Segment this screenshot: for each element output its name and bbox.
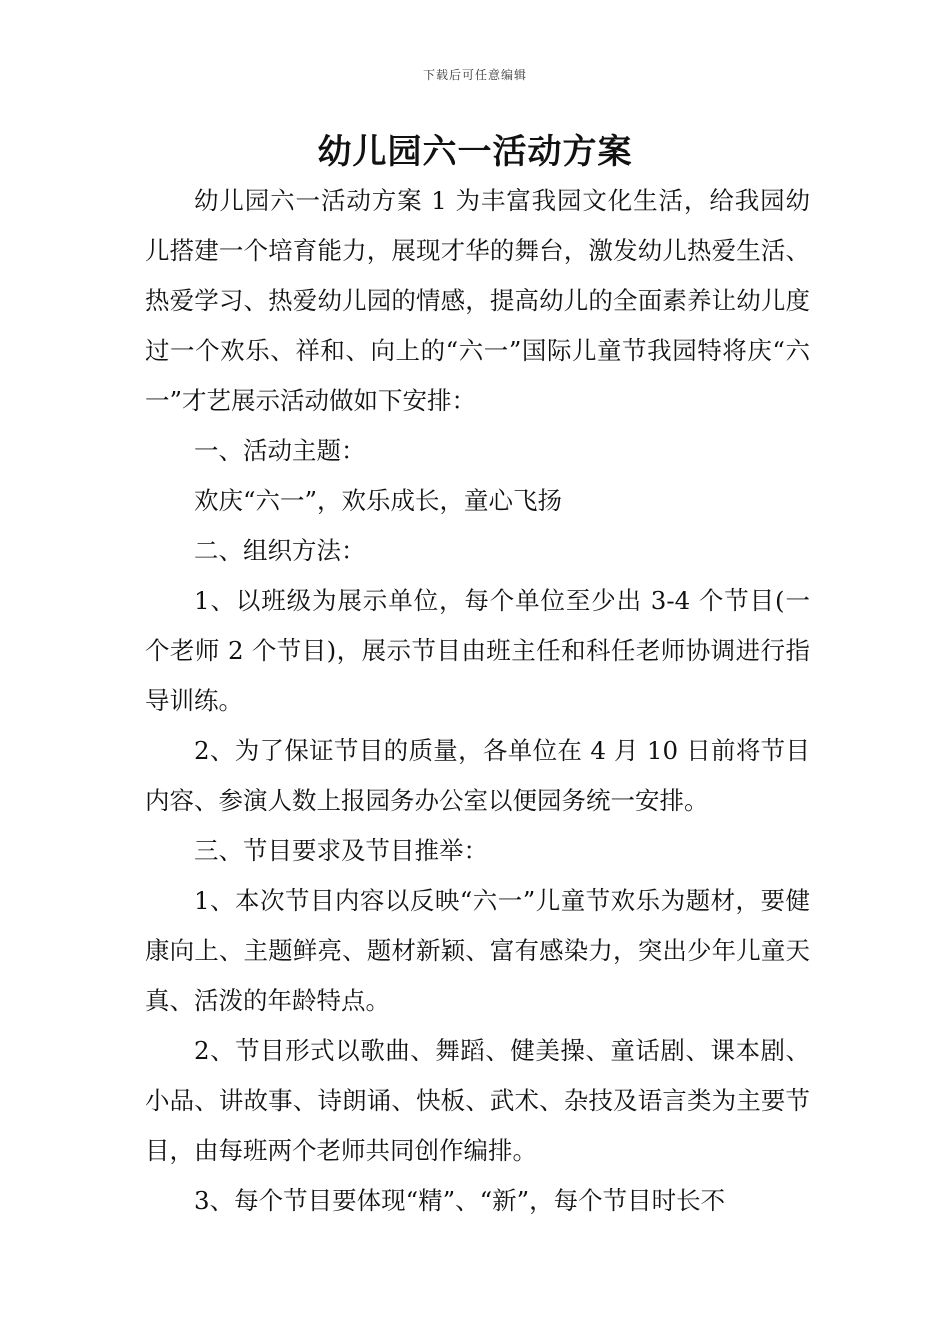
paragraph-requirements-2: 2、节目形式以歌曲、舞蹈、健美操、童话剧、课本剧、小品、讲故事、诗朗诵、快板、武术、杂技及语言类为主要节目，由每班两个老师共同创作编排。 — [145, 1036, 810, 1165]
document-body — [145, 176, 810, 1226]
document-title: 幼儿园六一活动方案 — [317, 132, 633, 172]
paragraph-requirements-1: 1、本次节目内容以反映“六一”儿童节欢乐为题材，要健康向上、主题鲜亮、题材新颖、富有感染力，突出少年儿童天真、活泼的年龄特点。 — [145, 886, 810, 1015]
paragraph-requirements-3: 3、每个节目要体现“精”、“新”，每个节目时长不 — [194, 1186, 726, 1215]
header-note: 下载后可任意编辑 — [422, 68, 527, 82]
paragraph-theme: 欢庆“六一”，欢乐成长，童心飞扬 — [194, 486, 563, 515]
section-heading-theme: 一、活动主题： — [194, 436, 366, 465]
paragraph-organization-2: 2、为了保证节目的质量，各单位在 4 月 10 日前将节目内容、参演人数上报园务办公室以便园务统一安排。 — [145, 736, 810, 815]
section-heading-organization: 二、组织方法： — [194, 536, 366, 565]
section-heading-requirements: 三、节目要求及节目推举： — [194, 836, 488, 865]
paragraph-organization-1: 1、以班级为展示单位，每个单位至少出 3-4 个节目(一个老师 2 个节目)，展示节目由班主任和科任老师协调进行指导训练。 — [145, 586, 810, 715]
paragraph-intro: 幼儿园六一活动方案 1 为丰富我园文化生活，给我园幼儿搭建一个培育能力，展现才华的舞台，激发幼儿热爱生活、热爱学习、热爱幼儿园的情感，提高幼儿的全面素养让幼儿度过一个欢乐、祥和、向上的“六一”国际儿童节我园特将庆“六一”才艺展示活动做如下安排： — [145, 186, 810, 415]
